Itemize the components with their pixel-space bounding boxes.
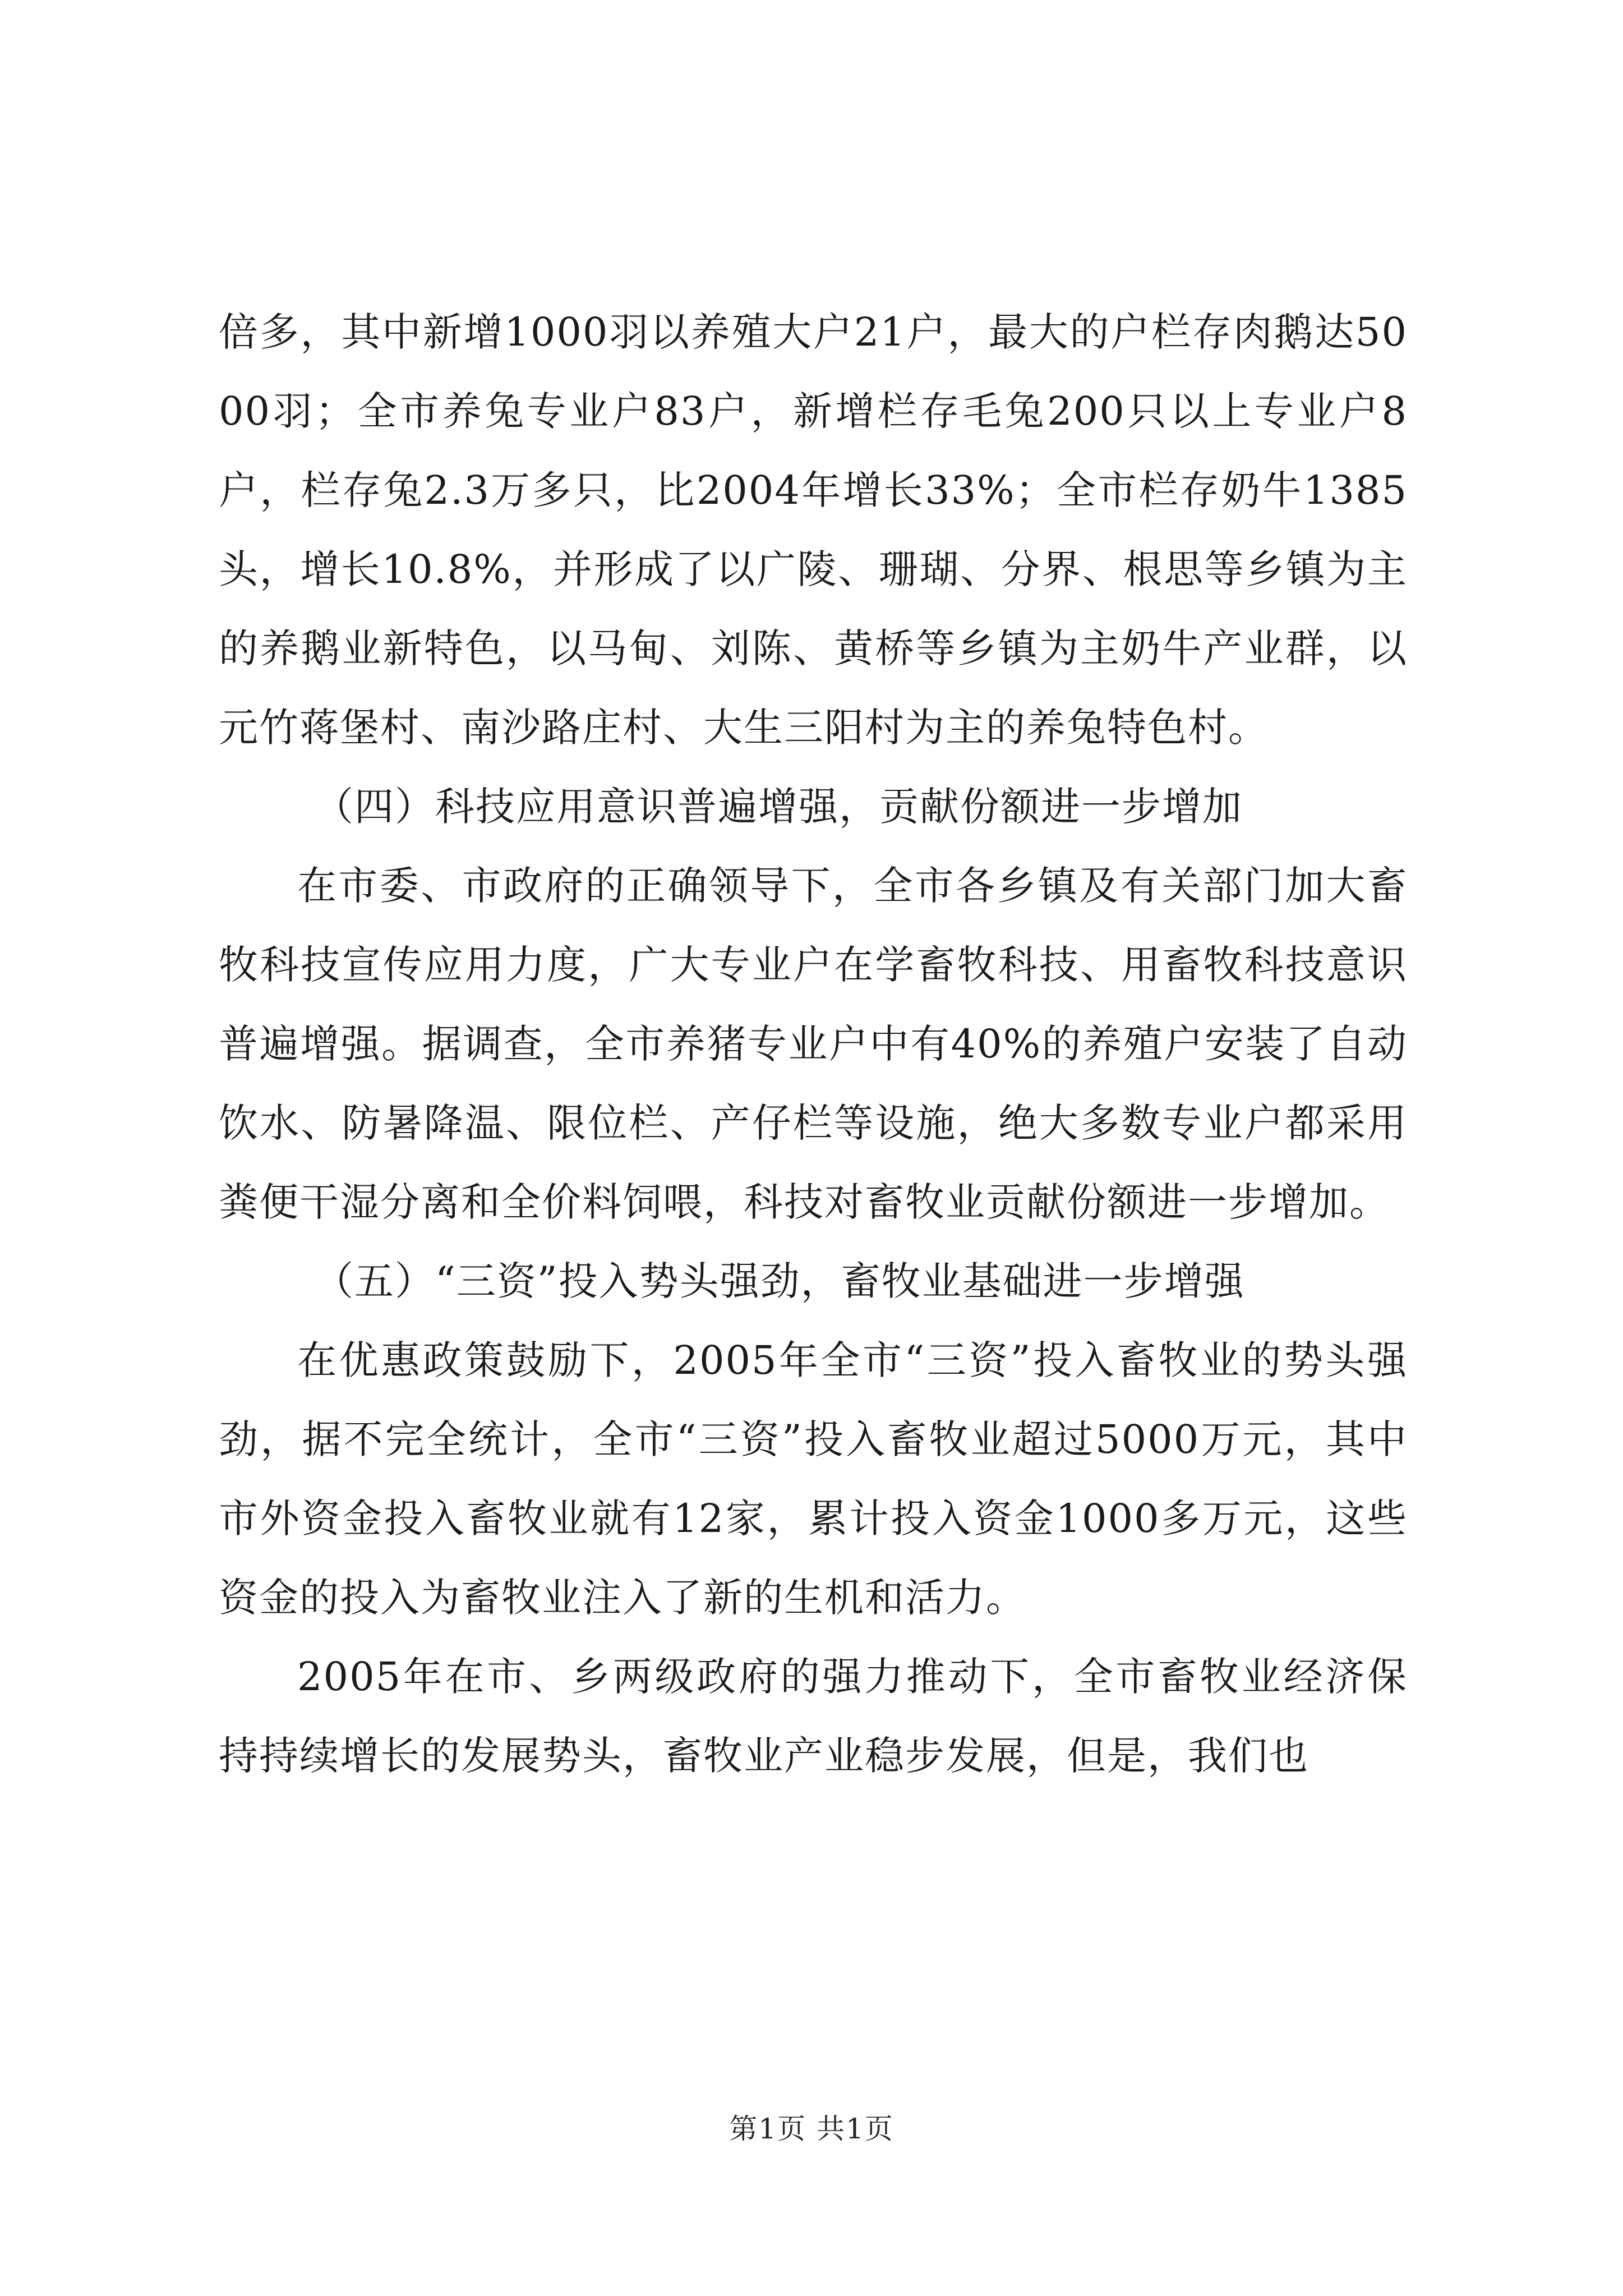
- section-heading-five: （五）“三资”投入势头强劲，畜牧业基础进一步增强: [314, 1258, 1245, 1304]
- section-heading-four: （四）科技应用意识普遍增强，贡献份额进一步增加: [314, 784, 1243, 830]
- paragraph-technology: 在市委、市政府的正确领导下，全市各乡镇及有关部门加大畜牧科技宣传应用力度，广大专业户在学畜牧科技、用畜牧科技意识普遍增强。据调查，全市养猪专业户中有40%的养殖户安装了自动饮水、防暑降温、限位栏、产仔栏等设施，绝大多数专业户都采用粪便干湿分离和全价料饲喂，科技对畜牧业贡献份额进一步增加。: [219, 863, 1408, 1225]
- document-body: [219, 293, 1408, 1796]
- paragraph-continuation: 倍多，其中新增1000羽以养殖大户21户，最大的户栏存肉鹅达5000羽；全市养兔专业户83户，新增栏存毛兔200只以上专业户8户，栏存兔2.3万多只，比2004年增长33%；全市栏存奶牛1385头，增长10.8%，并形成了以广陵、珊瑚、分界、根思等乡镇为主的养鹅业新特色，以马甸、刘陈、黄桥等乡镇为主奶牛产业群，以元竹蒋堡村、南沙路庄村、大生三阳村为主的养兔特色村。: [219, 309, 1408, 751]
- page-footer: 第1页 共1页: [729, 2113, 894, 2145]
- paragraph-investment: 在优惠政策鼓励下，2005年全市“三资”投入畜牧业的势头强劲，据不完全统计，全市“三资”投入畜牧业超过5000万元，其中市外资金投入畜牧业就有12家，累计投入资金1000多万元，这些资金的投入为畜牧业注入了新的生机和活力。: [219, 1337, 1408, 1621]
- paragraph-summary: 2005年在市、乡两级政府的强力推动下，全市畜牧业经济保持持续增长的发展势头，畜牧业产业稳步发展，但是，我们也: [219, 1654, 1408, 1779]
